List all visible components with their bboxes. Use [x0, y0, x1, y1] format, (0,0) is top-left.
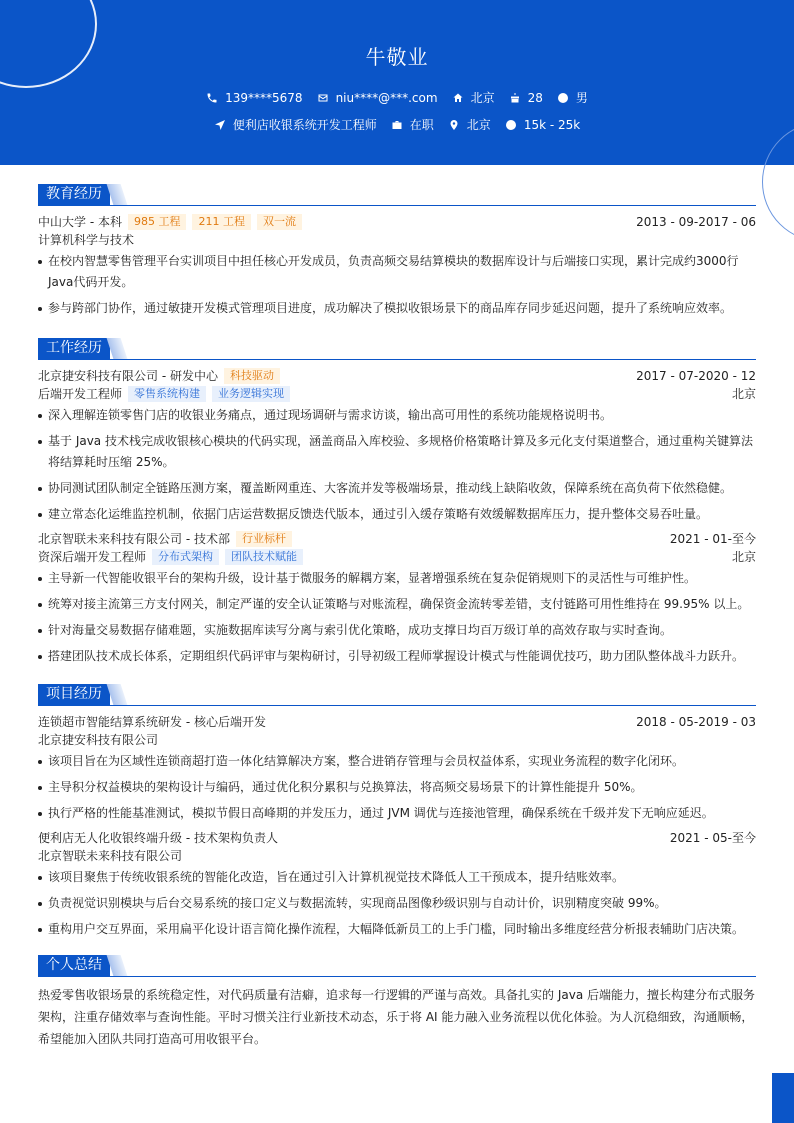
project-name: 便利店无人化收银终端升级 - 技术架构负责人	[38, 831, 278, 845]
section-header	[38, 338, 756, 360]
section-header	[38, 684, 756, 706]
role-tag: 零售系统构建	[128, 386, 206, 402]
list-item: 重构用户交互界面，采用扁平化设计语言简化操作流程，大幅降低新员工的上手门槛，同时输出多维度经营分析报表辅助门店决策。	[38, 919, 756, 940]
email-text: niu****@***.com	[335, 90, 438, 105]
role-tag: 分布式架构	[152, 549, 219, 565]
job-role: 后端开发工程师	[38, 387, 123, 401]
decorative-corner-bar	[772, 1073, 794, 1123]
job-city: 北京	[731, 387, 756, 401]
section-header	[38, 955, 756, 977]
list-item: 负责视觉识别模块与后台交易系统的接口定义与数据流转，实现商品图像秒级识别与自动计价，识别精度突破 99%。	[38, 893, 756, 914]
project-period: 2021 - 05-至今	[669, 831, 756, 845]
job-status-info	[391, 116, 434, 133]
summary-section	[38, 955, 756, 1050]
company-name: 北京捷安科技有限公司 - 研发中心	[38, 369, 218, 383]
resume-header	[0, 0, 794, 165]
project-entry	[38, 829, 756, 940]
email-info	[317, 91, 438, 105]
school-name: 中山大学 - 本科	[38, 215, 122, 229]
job-city: 北京	[731, 550, 756, 564]
candidate-name: 牛敬业	[365, 45, 429, 69]
briefcase-icon	[391, 119, 403, 131]
list-item: 在校内智慧零售管理平台实训项目中担任核心开发成员，负责高频交易结算模块的数据库设计与后端接口实现，累计完成约3000行Java代码开发。	[38, 251, 756, 293]
job-bullets	[38, 405, 756, 525]
major: 计算机科学与技术	[38, 233, 135, 247]
job-status-text: 在职	[409, 118, 434, 132]
salary-icon	[505, 119, 517, 131]
job-entry	[38, 367, 756, 525]
project-period: 2018 - 05-2019 - 03	[636, 715, 756, 729]
project-bullets	[38, 867, 756, 940]
send-icon	[214, 119, 226, 131]
section-title: 教育经历	[38, 184, 110, 205]
list-item: 统筹对接主流第三方支付网关，制定严谨的安全认证策略与对账流程，确保资金流转零差错，支付链路可用性维持在 99.95% 以上。	[38, 594, 756, 615]
role-tag: 团队技术赋能	[225, 549, 303, 565]
list-item: 该项目旨在为区域性连锁商超打造一体化结算解决方案，整合进销存管理与会员权益体系，实现业务流程的数字化闭环。	[38, 751, 756, 772]
salary-text: 15k - 25k	[523, 117, 581, 132]
role-tag: 业务逻辑实现	[212, 386, 290, 402]
target-city-text: 北京	[466, 118, 491, 132]
education-bullets	[38, 251, 756, 319]
target-position-text: 便利店收银系统开发工程师	[232, 118, 377, 132]
school-tag: 211 工程	[192, 214, 251, 230]
company-tag: 行业标杆	[236, 531, 292, 547]
project-company: 北京捷安科技有限公司	[38, 733, 159, 747]
section-title: 个人总结	[38, 955, 110, 976]
project-company: 北京智联未来科技有限公司	[38, 849, 183, 863]
contact-info-row	[0, 89, 794, 106]
list-item: 主导新一代智能收银平台的架构升级，设计基于微服务的解耦方案，显著增强系统在复杂促销规则下的灵活性与可维护性。	[38, 568, 756, 589]
school-tag: 985 工程	[128, 214, 187, 230]
project-name: 连锁超市智能结算系统研发 - 核心后端开发	[38, 715, 266, 729]
cake-icon	[509, 92, 521, 104]
phone-icon	[206, 92, 218, 104]
residence-info	[452, 89, 495, 106]
list-item: 搭建团队技术成长体系，定期组织代码评审与架构研讨，引导初级工程师掌握设计模式与性能调优技巧，助力团队整体战斗力跃升。	[38, 646, 756, 667]
phone-info	[206, 91, 302, 105]
list-item: 针对海量交易数据存储难题，实施数据库读写分离与索引优化策略，成功支撑日均百万级订单的高效存取与实时查询。	[38, 620, 756, 641]
school-tag: 双一流	[257, 214, 302, 230]
job-entry	[38, 530, 756, 667]
residence-text: 北京	[470, 91, 495, 105]
section-title: 工作经历	[38, 338, 110, 359]
company-tag: 科技驱动	[224, 368, 280, 384]
projects-section	[38, 684, 756, 945]
job-period: 2021 - 01-至今	[669, 532, 756, 546]
education-period: 2013 - 09-2017 - 06	[636, 215, 756, 229]
list-item: 执行严格的性能基准测试，模拟节假日高峰期的并发压力，通过 JVM 调优与连接池管理，确保系统在千级并发下无响应延迟。	[38, 803, 756, 824]
list-item: 深入理解连锁零售门店的收银业务痛点，通过现场调研与需求访谈，输出高可用性的系统功能规格说明书。	[38, 405, 756, 426]
target-position-info	[214, 116, 377, 133]
list-item: 参与跨部门协作，通过敏捷开发模式管理项目进度，成功解决了模拟收银场景下的商品库存同步延迟问题，提升了系统响应效率。	[38, 298, 756, 319]
location-icon	[448, 119, 460, 131]
age-info	[509, 91, 543, 105]
list-item: 基于 Java 技术栈完成收银核心模块的代码实现，涵盖商品入库校验、多规格价格策略计算及多元化支付渠道整合，通过重构关键算法将结算耗时压缩 25%。	[38, 431, 756, 473]
section-title: 项目经历	[38, 684, 110, 705]
company-name: 北京智联未来科技有限公司 - 技术部	[38, 532, 230, 546]
project-entry	[38, 713, 756, 824]
job-period: 2017 - 07-2020 - 12	[636, 369, 756, 383]
phone-text: 139****5678	[225, 90, 303, 105]
gender-icon	[557, 92, 569, 104]
mail-icon	[317, 92, 329, 104]
job-bullets	[38, 568, 756, 667]
section-header	[38, 184, 756, 206]
list-item: 该项目聚焦于传统收银系统的智能化改造，旨在通过引入计算机视觉技术降低人工干预成本，提升结账效率。	[38, 867, 756, 888]
education-section	[38, 184, 756, 324]
target-city-info	[448, 116, 491, 133]
salary-info	[505, 118, 580, 132]
summary-text: 热爱零售收银场景的系统稳定性，对代码质量有洁癖，追求每一行逻辑的严谨与高效。具备扎实的 Java 后端能力，擅长构建分布式服务架构，注重存储效率与查询性能。平时习惯关注行业新技术动态，乐于将 AI 能力融入业务流程以优化体验。为人沉稳细致，沟通顺畅，希望能加入团队共同打造高可用收银平台。	[38, 988, 755, 1046]
list-item: 主导积分权益模块的架构设计与编码，通过优化积分累积与兑换算法，将高频交易场景下的计算性能提升 50%。	[38, 777, 756, 798]
gender-text: 男	[575, 91, 588, 105]
home-icon	[452, 92, 464, 104]
list-item: 建立常态化运维监控机制，依据门店运营数据反馈迭代版本，通过引入缓存策略有效缓解数据库压力，提升整体交易吞吐量。	[38, 504, 756, 525]
age-text: 28	[527, 90, 543, 105]
job-intent-row	[0, 116, 794, 133]
job-role: 资深后端开发工程师	[38, 550, 147, 564]
project-bullets	[38, 751, 756, 824]
list-item: 协同测试团队制定全链路压测方案，覆盖断网重连、大客流并发等极端场景，推动线上缺陷收敛，保障系统在高负荷下依然稳健。	[38, 478, 756, 499]
gender-info	[557, 89, 588, 106]
work-section	[38, 338, 756, 672]
